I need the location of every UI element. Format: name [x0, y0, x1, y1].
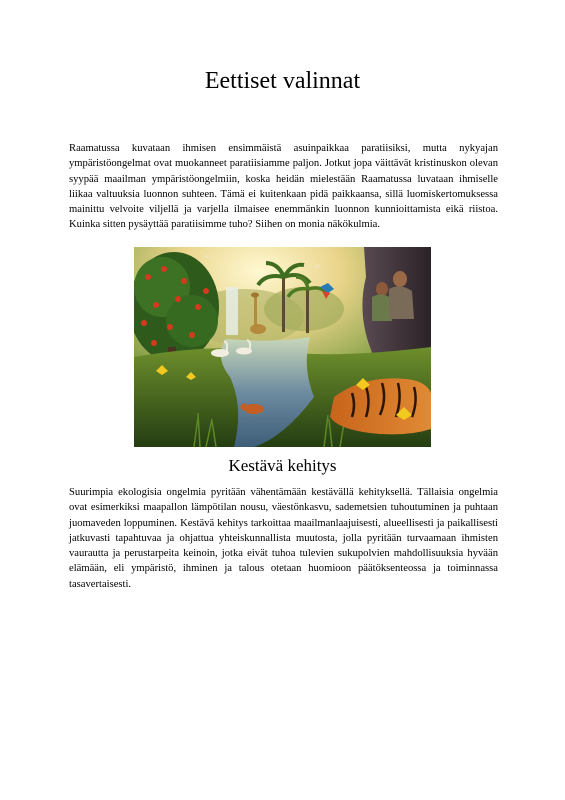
section-paragraph: Suurimpia ekologisia ongelmia pyritään vähentämään kestävällä kehityksellä. Tällaisia ongelmia ovat esimerkiksi maapallon lämpötilan nousu, väestönkasvu, sademetsien tuhoutuminen ja puhtaan juomaveden loppuminen. Kestävä kehitys tarkoittaa maailmanlaajuisesti, alueellisesti ja paikallisesti jatkuvasti tapahtuvaa ja ohjattua yhteiskunnallista muutosta, jolla pyritään turvaamaan ihmisten vaurautta ja perustarpeita keinoin, jotka eivät tuhoa tulevien sukupolvien mahdollisuuksia hyvään elämään, eli ympäristö, ihminen ja talous otetaan huomioon päätöksenteossa ja toiminnassa tasavertaisesti. [69, 487, 498, 590]
intro-paragraph: Raamatussa kuvataan ihmisen ensimmäistä asuinpaikkaa paratiisiksi, mutta nykyajan ympäristöongelmat ovat muokanneet paratiisiamme paljon. Jotkut jopa väittävät kristinuskon olevan syypää maailman ympäristöongelmiin, koska heidän mielestään Raamatussa luvataan ihmiselle liikaa valtuuksia luonnon suhteen. Tämä ei kuitenkaan pidä paikkaansa, sillä luomiskertomuksessa mainittu velvoite viljellä ja varjella ilmaisee enemmänkin luonnon kunnioittamista eikä riistoa. Kuinka sitten pysäyttää paratiisimme tuho? Siihen on monia näkökulmia. [69, 143, 498, 231]
section-heading: Kestävä kehitys [228, 456, 337, 475]
page-title: Eettiset valinnat [204, 68, 361, 94]
paradise-illustration [134, 247, 431, 447]
